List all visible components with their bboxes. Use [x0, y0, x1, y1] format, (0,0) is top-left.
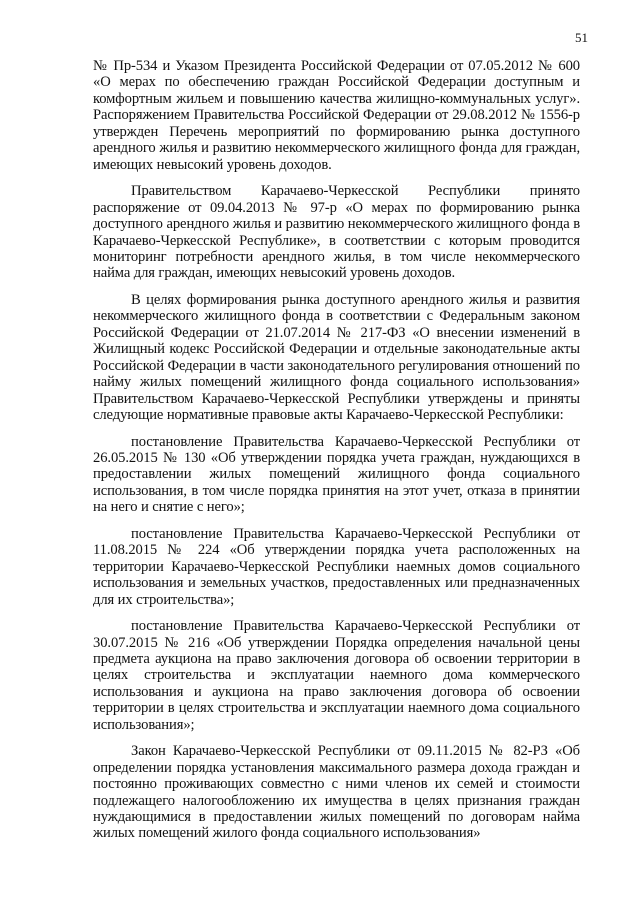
paragraph-3: В целях формирования рынка доступного арендного жилья и развития некоммерческого жилищного фонда в соответствии с Федеральным законом Российской Федерации от 21.07.2014 № 217-ФЗ «О внесении изменений в Жилищный кодекс Российской Федерации и отдельные законодательные акты Российской Федерации в части законодательного регулирования отношений по найму жилых помещений жилищного фонда социального использования» Правительством Карачаево-Черкесской Республики утверждены и приняты следующие нормативные правовые акты Карачаево-Черкесской Республики: [93, 291, 580, 424]
paragraph-6: постановление Правительства Карачаево-Черкесской Республики от 30.07.2015 № 216 «Об утверждении Порядка определения начальной цены предмета аукциона на право заключения договора об освоении территории в целях строительства и эксплуатации наемного дома коммерческого использования и аукциона на право заключения договора об освоении территории в целях строительства и эксплуатации наемного дома социального использования»; [93, 618, 580, 733]
paragraph-7: Закон Карачаево-Черкесской Республики от 09.11.2015 № 82-РЗ «Об определении порядка установления максимального размера дохода граждан и постоянно проживающих совместно с ними членов их семей и стоимости подлежащего налогообложению их имущества в целях признания граждан нуждающимися в предоставлении жилых помещений по договорам найма жилых помещений жилого фонда социального использования» [93, 743, 580, 842]
body-text [93, 58, 580, 852]
paragraph-5: постановление Правительства Карачаево-Черкесской Республики от 11.08.2015 № 224 «Об утверждении порядка учета расположенных на территории Карачаево-Черкесской Республики наемных домов социального использования и земельных участков, предоставленных или предназначенных для их строительства»; [93, 525, 580, 608]
paragraph-4: постановление Правительства Карачаево-Черкесской Республики от 26.05.2015 № 130 «Об утверждении порядка учета граждан, нуждающихся в предоставлении жилых помещений жилищного фонда социального использования, в том числе порядка принятия на этот учет, отказа в принятии на него и снятие с него»; [93, 433, 580, 516]
page-number: 51 [575, 30, 588, 45]
paragraph-2: Правительством Карачаево-Черкесской Республики принято распоряжение от 09.04.2013 № 97-р «О мерах по формированию рынка доступного арендного жилья и развитию некоммерческого жилищного фонда в Карачаево-Черкесской Республике», в соответствии с которым проводится мониторинг потребности арендного жилья, в том числе некоммерческого найма для граждан, имеющих невысокий уровень доходов. [93, 183, 580, 282]
paragraph-1: № Пр-534 и Указом Президента Российской Федерации от 07.05.2012 № 600 «О мерах по обеспечению граждан Российской Федерации доступным и комфортным жильем и повышению качества жилищно-коммунальных услуг». Распоряжением Правительства Российской Федерации от 29.08.2012 № 1556-р утвержден Перечень мероприятий по формированию рынка доступного арендного жилья и развитию некоммерческого жилищного фонда для граждан, имеющих невысокий уровень доходов. [93, 58, 580, 173]
